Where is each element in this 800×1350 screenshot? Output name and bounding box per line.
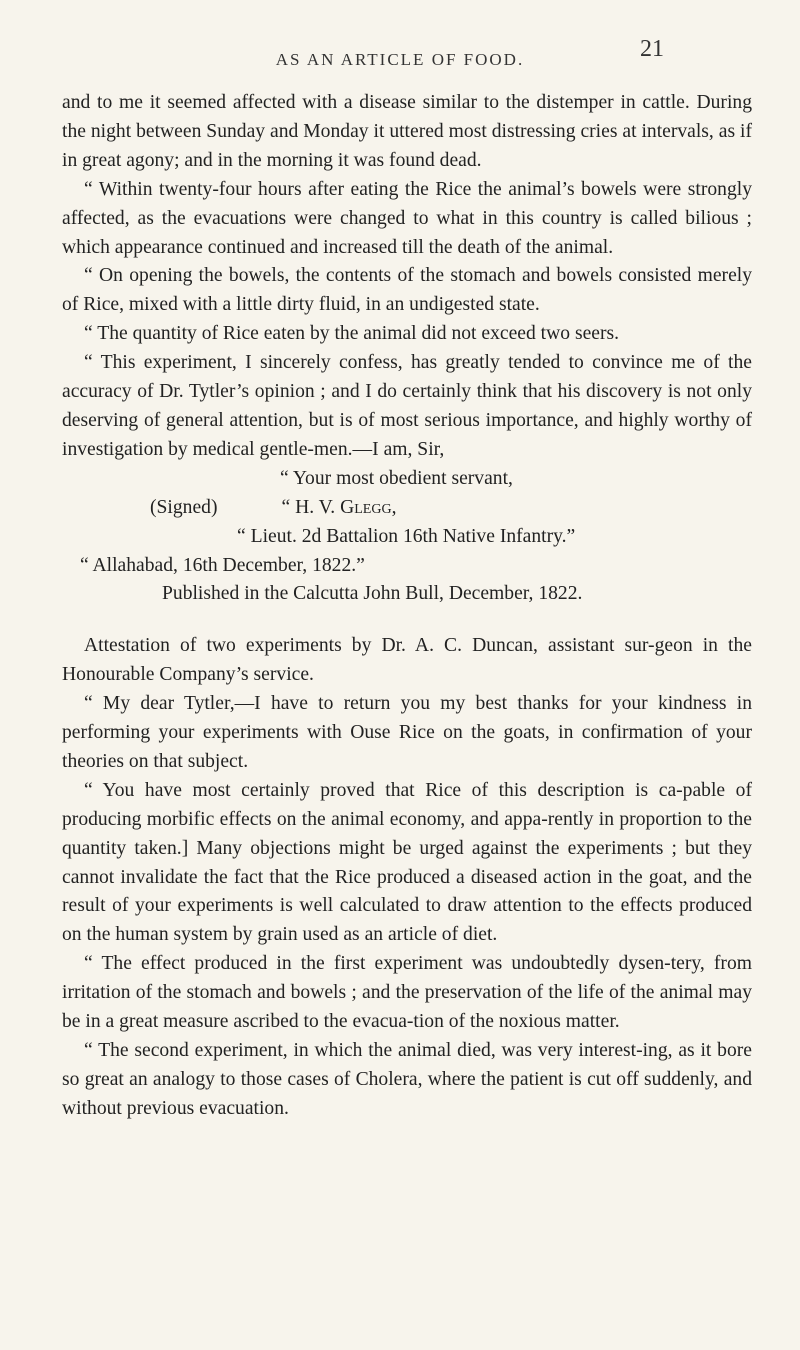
paragraph-second-experiment: “ The second experiment, in which the animal died, was very interest-ing, as it bore so great an analogy to those cases of Cholera, where the patient is cut off suddenly, and without previous evacuation. bbox=[62, 1040, 752, 1119]
publication-note: Published in the Calcutta John Bull, December, 1822. bbox=[162, 583, 583, 605]
body-text bbox=[62, 89, 752, 1124]
paragraph-experiment-conclusion: “ This experiment, I sincerely confess, has greatly tended to convince me of the accuracy of Dr. Tytler’s opinion ; and I do certainly think that his discovery is not only deserving of general attention, but is of most serious importance, and highly worthy of investigation by medical gentle-men.—I am, Sir, bbox=[62, 352, 752, 460]
attestation-heading: Attestation of two experiments by Dr. A. C. Duncan, assistant sur-geon in the Honourable Company’s service. bbox=[62, 635, 752, 686]
paragraph-bowels-affected: “ Within twenty-four hours after eating the Rice the animal’s bowels were strongly affected, as the evacuations were changed to what in this country is called bilious ; which appearance continued and increased till the death of the animal. bbox=[62, 178, 752, 258]
running-head: AS AN ARTICLE OF FOOD. bbox=[275, 50, 525, 69]
paragraph-first-experiment: “ The effect produced in the first experiment was undoubtedly dysen-tery, from irritation of the stomach and bowels ; and the preservation of the life of the animal may be in a great measure ascribed to the evacua-tion of the noxious matter. bbox=[62, 953, 752, 1033]
paragraph-opening-bowels: “ On opening the bowels, the contents of the stomach and bowels consisted merely of Rice, mixed with a little dirty fluid, in an undigested state. bbox=[62, 265, 752, 316]
signed-label: (Signed) bbox=[150, 496, 218, 518]
signature-line bbox=[62, 494, 752, 523]
paragraph-morbific-effects: “ You have most certainly proved that Rice of this description is ca-pable of producing morbific effects on the animal economy, and appa-rently in proportion to the quantity taken.] Many objections might be urged against the experiments ; but they cannot invalidate the fact that the Rice produced a diseased action in the goat, and the result of your experiments is well calculated to draw attention to the effects produced on the human system by grain used as an article of diet. bbox=[62, 779, 752, 946]
page-number: 21 bbox=[640, 36, 664, 62]
signature-rank: “ Lieut. 2d Battalion 16th Native Infantry.” bbox=[237, 525, 576, 547]
paragraph-continuation: and to me it seemed affected with a disease similar to the distemper in cattle. During the night between Sunday and Monday it uttered most distressing cries at intervals, as if in great agony; and in the morning it was found dead. bbox=[62, 92, 752, 171]
section-gap bbox=[62, 609, 752, 632]
letter-closing: “ Your most obedient servant, bbox=[280, 467, 513, 489]
letter-place-date: “ Allahabad, 16th December, 1822.” bbox=[80, 554, 365, 576]
paragraph-quantity: “ The quantity of Rice eaten by the animal did not exceed two seers. bbox=[84, 323, 620, 345]
signature-name: “ H. V. Glegg, bbox=[281, 496, 397, 518]
paragraph-thanks: “ My dear Tytler,—I have to return you my best thanks for your kindness in performing your experiments with Ouse Rice on the goats, in confirmation of your theories on that subject. bbox=[62, 693, 752, 772]
